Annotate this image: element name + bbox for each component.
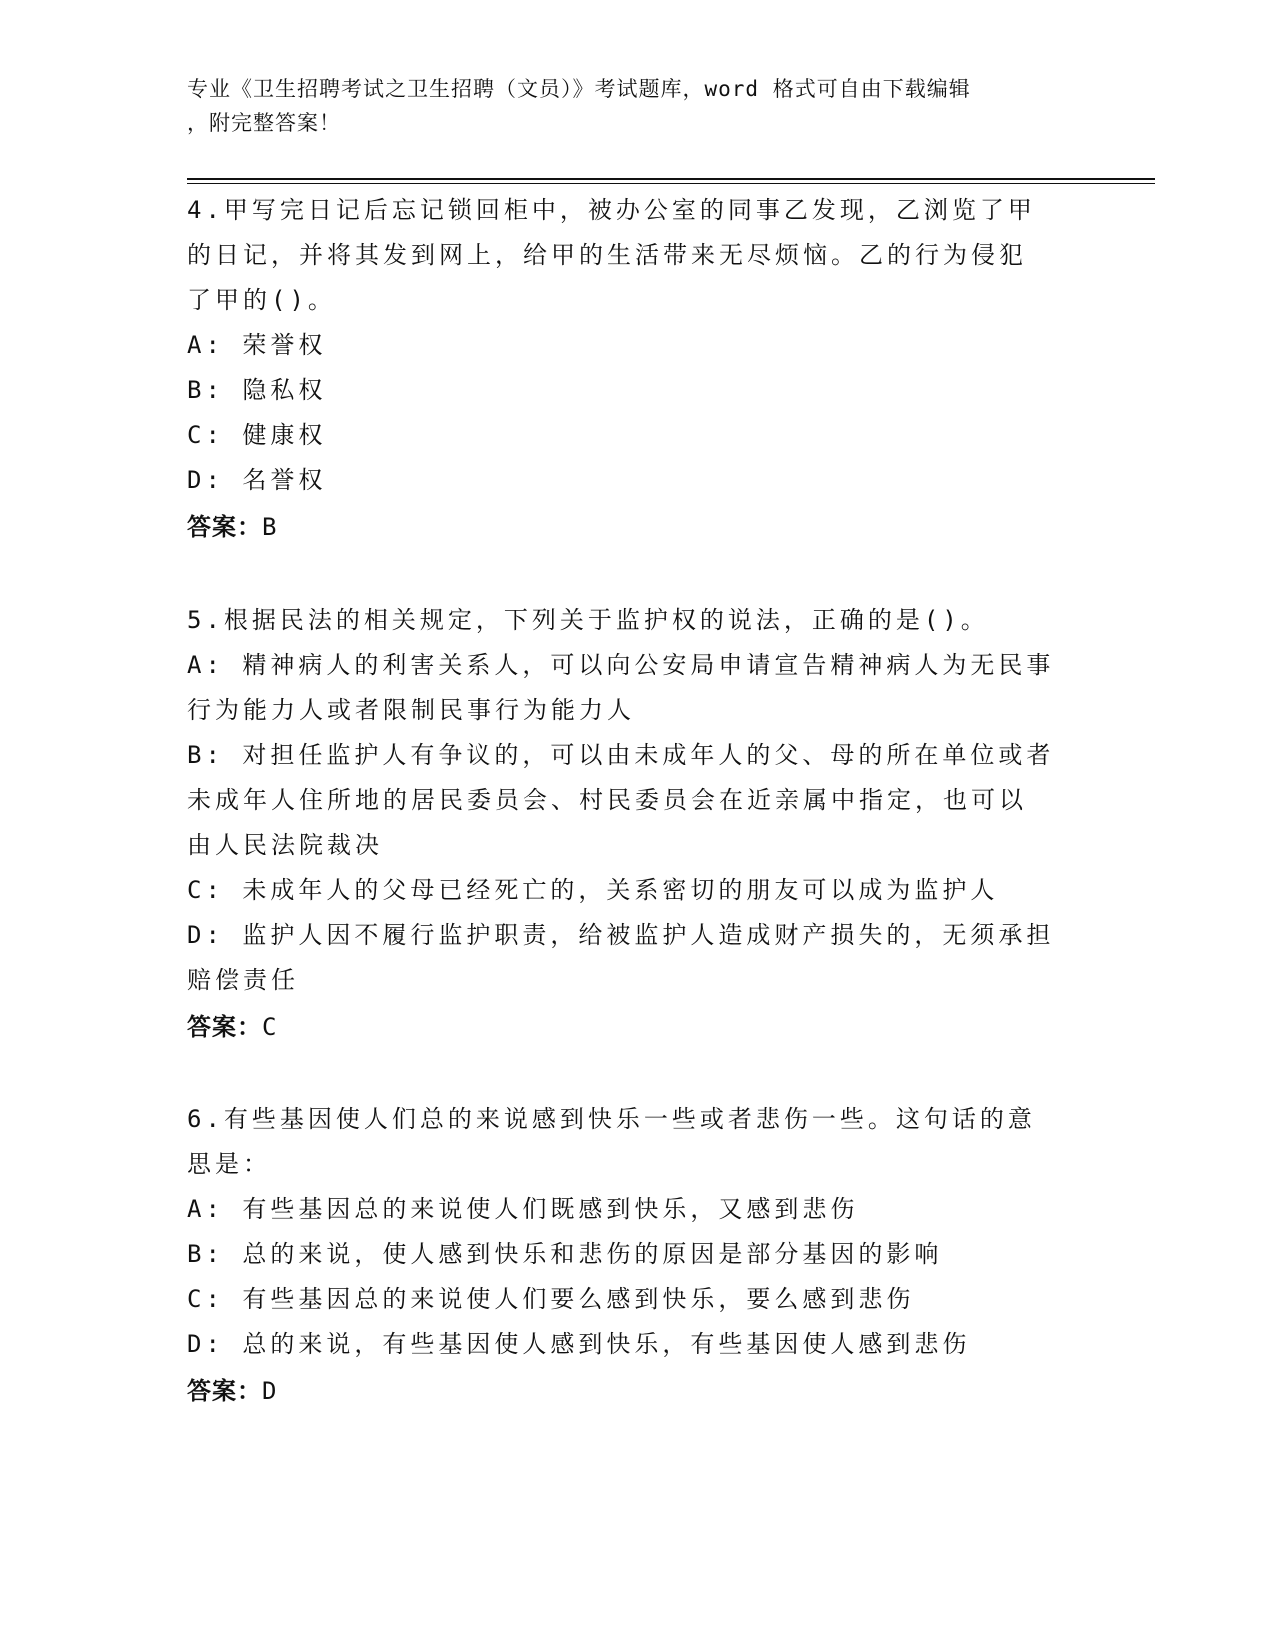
question-5-option-b-line-1: B: 对担任监护人有争议的，可以由未成年人的父、母的所在单位或者 (187, 741, 1055, 769)
question-5-option-b-line-2: 未成年人住所地的居民委员会、村民委员会在近亲属中指定，也可以 (187, 786, 1027, 814)
answer-value: C (262, 1013, 278, 1041)
question-5 (187, 598, 1087, 1051)
question-5-option-a-line-2: 行为能力人或者限制民事行为能力人 (187, 696, 635, 724)
question-4-option-a: A: 荣誉权 (187, 331, 327, 359)
question-6 (187, 1097, 1087, 1415)
question-6-line-1: 6.有些基因使人们总的来说感到快乐一些或者悲伤一些。这句话的意 (187, 1105, 1036, 1133)
answer-label: 答案： (187, 513, 262, 541)
header-divider-thick (187, 178, 1155, 180)
question-4 (187, 188, 1087, 551)
question-4-line-3: 了甲的()。 (187, 286, 336, 314)
question-6-option-d: D: 总的来说，有些基因使人感到快乐，有些基因使人感到悲伤 (187, 1330, 971, 1358)
question-5-option-c: C: 未成年人的父母已经死亡的，关系密切的朋友可以成为监护人 (187, 876, 999, 904)
question-6-option-a: A: 有些基因总的来说使人们既感到快乐，又感到悲伤 (187, 1195, 859, 1223)
header-line-2: ，附完整答案！ (187, 111, 341, 135)
question-6-option-c: C: 有些基因总的来说使人们要么感到快乐，要么感到悲伤 (187, 1285, 915, 1313)
question-5-option-a-line-1: A: 精神病人的利害关系人，可以向公安局申请宣告精神病人为无民事 (187, 651, 1055, 679)
question-4-answer (187, 503, 1087, 551)
question-5-option-d-line-1: D: 监护人因不履行监护职责，给被监护人造成财产损失的，无须承担 (187, 921, 1055, 949)
question-4-option-b: B: 隐私权 (187, 376, 327, 404)
question-4-option-c: C: 健康权 (187, 421, 327, 449)
answer-label: 答案： (187, 1377, 262, 1405)
question-5-option-d-line-2: 赔偿责任 (187, 966, 299, 994)
question-6-answer (187, 1367, 1087, 1415)
question-6-line-2: 思是： (187, 1150, 271, 1178)
answer-value: B (262, 513, 278, 541)
document-header (187, 72, 1067, 140)
question-4-option-d: D: 名誉权 (187, 466, 327, 494)
header-divider-thin (187, 183, 1155, 184)
question-6-option-b: B: 总的来说，使人感到快乐和悲伤的原因是部分基因的影响 (187, 1240, 943, 1268)
question-4-line-2: 的日记，并将其发到网上，给甲的生活带来无尽烦恼。乙的行为侵犯 (187, 241, 1027, 269)
question-4-line-1: 4.甲写完日记后忘记锁回柜中，被办公室的同事乙发现，乙浏览了甲 (187, 196, 1036, 224)
answer-value: D (262, 1377, 278, 1405)
question-5-line-1: 5.根据民法的相关规定，下列关于监护权的说法，正确的是()。 (187, 606, 989, 634)
question-5-option-b-line-3: 由人民法院裁决 (187, 831, 383, 859)
answer-label: 答案： (187, 1013, 262, 1041)
question-5-answer (187, 1003, 1087, 1051)
header-line-1: 专业《卫生招聘考试之卫生招聘（文员）》考试题库，word 格式可自由下载编辑 (187, 77, 971, 101)
